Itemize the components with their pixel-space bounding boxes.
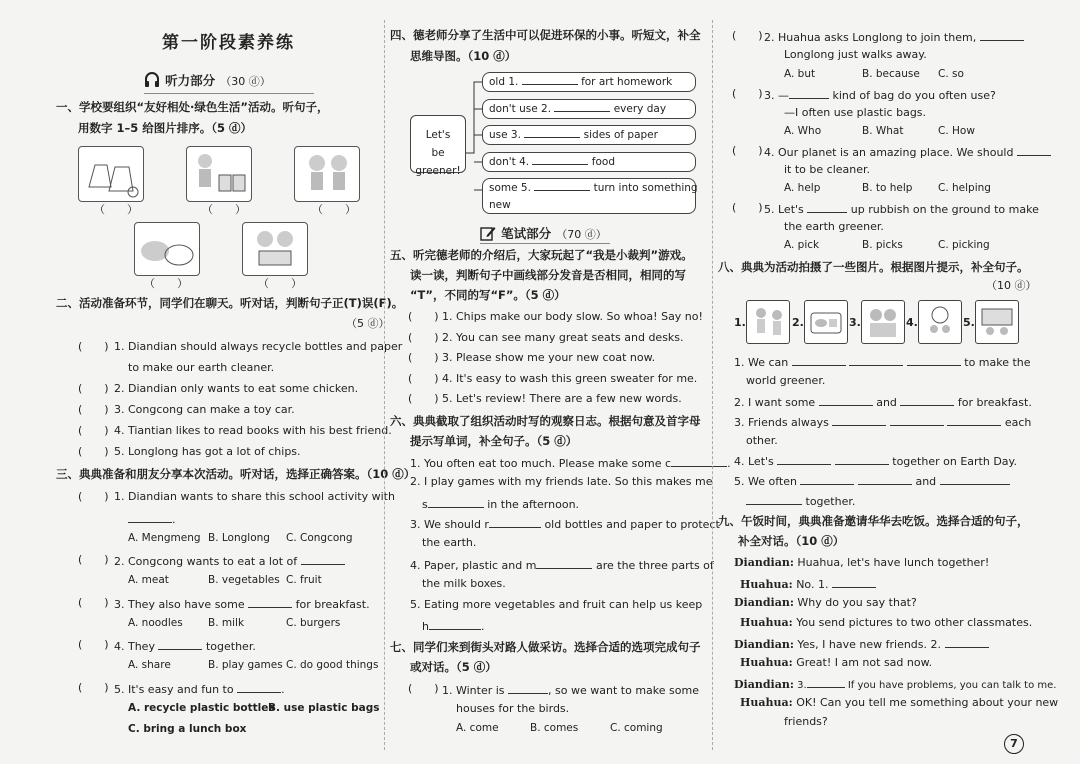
- q3-q4-option-c[interactable]: C. do good things: [286, 659, 379, 671]
- column-divider-2: [712, 20, 713, 750]
- dialogue-line-2: Huahua: No. 1.: [740, 576, 876, 592]
- q2-bracket-5[interactable]: ( ): [78, 445, 109, 458]
- mindmap-row-2: don't use 2. every day: [482, 99, 696, 119]
- q5-title-3: “T”，不同的写“F”。（5 ⓓ）: [410, 288, 566, 302]
- column-divider-1: [384, 20, 385, 750]
- dialogue-line-6: Huahua: Great! I am not sad now.: [740, 656, 933, 669]
- writing-heading-underline: [480, 243, 610, 244]
- q5-item-5: 5. Let's review! There are a few new words.: [442, 392, 682, 405]
- q7-q3-option-a[interactable]: A. Who: [784, 125, 822, 137]
- q1-bracket-1[interactable]: （ ）: [94, 203, 138, 216]
- q5-bracket-3[interactable]: ( ): [408, 351, 439, 364]
- mindmap-center-line-1: Let's: [425, 129, 451, 141]
- q7-question-4: 4. Our planet is an amazing place. We should: [764, 144, 1051, 160]
- q7-q1-option-a[interactable]: A. come: [456, 722, 499, 734]
- q6-blank-5[interactable]: [429, 618, 481, 630]
- q7-question-1: 1. Winter is , so we want to make some: [442, 684, 699, 697]
- q1-title-2: 用数字 1–5 给图片排序。（5 ⓓ）: [78, 121, 253, 135]
- q8-score: （10 ⓓ）: [986, 279, 1037, 292]
- q7-title: 七、同学们来到街头对路人做采访。选择合适的选项完成句子: [390, 640, 701, 654]
- listening-heading: [144, 70, 271, 89]
- q4-title: 四、德老师分享了生活中可以促进环保的小事。听短文，补全: [390, 28, 701, 42]
- listening-title: 听力部分: [165, 73, 216, 88]
- q3-bracket-4[interactable]: ( ): [78, 638, 109, 651]
- q5-title: 五、听完德老师的介绍后，大家玩起了“我是小裁判”游戏。: [390, 248, 693, 262]
- page-title: 第一阶段素养练: [162, 33, 295, 53]
- q7-question-3: 3. — kind of bag do you often use?: [764, 89, 996, 102]
- q4-title-2: 思维导图。（10 ⓓ）: [410, 49, 517, 63]
- writing-score: （70 ⓓ）: [556, 228, 607, 241]
- mindmap-blank-5[interactable]: [534, 179, 590, 191]
- q8-picture-4: [918, 300, 962, 344]
- mindmap-row-5: some 5. turn into something new: [482, 178, 696, 214]
- q3-q2-option-a[interactable]: A. meat: [128, 574, 169, 586]
- q8-picture-2: [804, 300, 848, 344]
- q7-question-2: 2. Huahua asks Longlong to join them,: [764, 29, 1024, 45]
- q8-sentence-1: 1. We can to make the: [734, 356, 1031, 369]
- q8-pic-num-4: 4.: [906, 316, 918, 329]
- dialogue-line-4: Huahua: You send pictures to two other classmates.: [740, 616, 1033, 629]
- q3-question-2: 2. Congcong wants to eat a lot of: [114, 553, 345, 569]
- mindmap-center-line-2: be greener!: [415, 147, 461, 177]
- mindmap-blank-4[interactable]: [532, 153, 588, 165]
- q1-bracket-2[interactable]: （ ）: [202, 203, 246, 216]
- q2-item-2: 2. Diandian only wants to eat some chicken.: [114, 382, 359, 395]
- q5-item-2: 2. You can see many great seats and desks.: [442, 331, 684, 344]
- q2-bracket-4[interactable]: ( ): [78, 424, 109, 437]
- q7-bracket-3[interactable]: ( ): [732, 87, 763, 100]
- q7-title-2: 或对话。（5 ⓓ）: [410, 660, 497, 674]
- picture-lunch-box: [242, 222, 308, 276]
- mindmap-blank-3[interactable]: [524, 126, 580, 138]
- q7-question-5: 5. Let's up rubbish on the ground to make: [764, 203, 1039, 216]
- pencil-note-icon: [480, 225, 496, 241]
- q3-q2-option-c[interactable]: C. fruit: [286, 574, 322, 586]
- q5-bracket-2[interactable]: ( ): [408, 331, 439, 344]
- q3-q3-option-c[interactable]: C. burgers: [286, 617, 341, 629]
- picture-two-kids: [294, 146, 360, 202]
- q2-item-1-cont: to make our earth cleaner.: [128, 361, 275, 374]
- q6-title: 六、典典截取了组织活动时写的观察日志。根据句意及首字母: [390, 414, 701, 428]
- q7-question-1-cont: houses for the birds.: [456, 702, 570, 715]
- q3-q3-option-a[interactable]: A. noodles: [128, 617, 183, 629]
- mindmap-blank-2[interactable]: [554, 100, 610, 112]
- q3-q2-option-b[interactable]: B. vegetables: [208, 574, 280, 586]
- q5-item-4: 4. It's easy to wash this green sweater for me.: [442, 372, 698, 385]
- q7-q2-option-c[interactable]: C. so: [938, 68, 964, 80]
- q3-question-3: 3. They also have some for breakfast.: [114, 598, 370, 611]
- q3-q4-option-a[interactable]: A. share: [128, 659, 171, 671]
- q2-item-5: 5. Longlong has got a lot of chips.: [114, 445, 301, 458]
- dialogue-line-7: Diandian: 3. If you have problems, you can talk to me.: [734, 678, 1057, 691]
- q3-q4-option-b[interactable]: B. play games: [208, 659, 283, 671]
- q3-bracket-3[interactable]: ( ): [78, 596, 109, 609]
- q8-sentence-5-cont: together.: [746, 493, 855, 509]
- q3-q1-option-a[interactable]: A. Mengmeng: [128, 532, 201, 544]
- q6-item-5: 5. Eating more vegetables and fruit can help us keep: [410, 598, 703, 611]
- q2-item-1: 1. Diandian should always recycle bottles and paper: [114, 340, 403, 353]
- picture-plastic-bags: [78, 146, 144, 202]
- q8-title: 八、典典为活动拍摄了一些图片。根据图片提示，补全句子。: [718, 260, 1029, 274]
- q8-pic-num-5: 5.: [963, 316, 975, 329]
- q2-title: 二、活动准备环节，同学们在聊天。听对话，判断句子正(T)误(F)。: [56, 296, 404, 310]
- q7-bracket-4[interactable]: ( ): [732, 144, 763, 157]
- q3-q1-option-c[interactable]: C. Congcong: [286, 532, 353, 544]
- dialogue-line-3: Diandian: Why do you say that?: [734, 596, 917, 609]
- q2-item-4: 4. Tiantian likes to read books with his best friend.: [114, 424, 392, 437]
- q3-q5-option-b[interactable]: B. use plastic bags: [268, 702, 380, 714]
- q7-q5-option-b[interactable]: B. picks: [862, 239, 903, 251]
- q6-blank-4[interactable]: [536, 557, 592, 569]
- q6-blank-2[interactable]: [428, 496, 484, 508]
- dialogue-blank-1[interactable]: [832, 576, 876, 588]
- writing-heading: [480, 223, 607, 242]
- q7-q3-option-b[interactable]: B. What: [862, 125, 904, 137]
- q2-bracket-2[interactable]: ( ): [78, 382, 109, 395]
- q3-q5-option-a[interactable]: A. recycle plastic bottles: [128, 702, 275, 714]
- q2-bracket-1[interactable]: ( ): [78, 340, 109, 353]
- q3-bracket-1[interactable]: ( ): [78, 490, 109, 503]
- q2-bracket-3[interactable]: ( ): [78, 403, 109, 416]
- q8-sentence-4: 4. Let's together on Earth Day.: [734, 455, 1017, 468]
- q5-item-3: 3. Please show me your new coat now.: [442, 351, 656, 364]
- q1-bracket-5[interactable]: （ ）: [258, 277, 302, 290]
- q7-bracket-2[interactable]: ( ): [732, 29, 763, 42]
- q6-item-2: 2. I play games with my friends late. So this makes me: [410, 475, 713, 488]
- q1-bracket-3[interactable]: （ ）: [312, 203, 356, 216]
- q8-picture-5: [975, 300, 1019, 344]
- mindmap-center: [410, 115, 466, 177]
- q8-sentence-1-cont: world greener.: [746, 374, 826, 387]
- dialogue-line-1: Diandian: Huahua, let's have lunch together!: [734, 556, 990, 569]
- q1-bracket-4[interactable]: （ ）: [144, 277, 188, 290]
- q7-question-2-cont: Longlong just walks away.: [784, 48, 927, 61]
- q5-title-2: 读一读，判断句子中画线部分发音是否相同，相同的写: [410, 268, 686, 282]
- q2-score: （5 ⓓ）: [346, 317, 390, 330]
- q7-question-4-cont: it to be cleaner.: [784, 163, 871, 176]
- dialogue-line-9: friends?: [784, 715, 828, 728]
- picture-vegetables: [134, 222, 200, 276]
- q3-q3-option-b[interactable]: B. milk: [208, 617, 245, 629]
- q6-item-4: 4. Paper, plastic and m are the three parts of: [410, 559, 714, 572]
- mindmap-row-4: don't 4. food: [482, 152, 696, 172]
- q9-title: 九、午饭时间，典典准备邀请华华去吃饭。选择合适的句子，: [718, 514, 1029, 528]
- q8-sentence-3: 3. Friends always each: [734, 416, 1032, 429]
- q6-item-3-cont: the earth.: [422, 536, 477, 549]
- q5-item-1: 1. Chips make our body slow. So whoa! Say no!: [442, 310, 703, 323]
- q7-bracket-5[interactable]: ( ): [732, 201, 763, 214]
- q3-question-1: 1. Diandian wants to share this school activity with: [114, 490, 395, 503]
- q6-title-2: 提示写单词，补全句子。（5 ⓓ）: [410, 434, 578, 448]
- left-column: [50, 0, 416, 764]
- q7-q4-option-a[interactable]: A. help: [784, 182, 821, 194]
- q7-q5-option-c[interactable]: C. picking: [938, 239, 990, 251]
- q3-q1-blank[interactable]: .: [128, 511, 176, 527]
- heading-underline: [144, 93, 314, 94]
- writing-title: 笔试部分: [501, 226, 552, 241]
- middle-column: [390, 0, 731, 764]
- dialogue-blank-3[interactable]: [807, 676, 845, 688]
- q7-q4-option-b[interactable]: B. to help: [862, 182, 913, 194]
- q8-sentence-2: 2. I want some and for breakfast.: [734, 396, 1032, 409]
- dialogue-blank-2[interactable]: [945, 636, 989, 648]
- q5-bracket-1[interactable]: ( ): [408, 310, 439, 323]
- q8-sentence-3-cont: other.: [746, 434, 778, 447]
- q7-q1-option-b[interactable]: B. comes: [530, 722, 579, 734]
- q8-pic-num-1: 1.: [734, 316, 746, 329]
- q5-bracket-4[interactable]: ( ): [408, 372, 439, 385]
- q2-item-3: 3. Congcong can make a toy car.: [114, 403, 295, 416]
- q3-question-4: 4. They together.: [114, 640, 256, 653]
- q6-item-4-cont: the milk boxes.: [422, 577, 506, 590]
- page-number: 7: [1004, 734, 1024, 754]
- picture-recycling-bins: [186, 146, 252, 202]
- q6-item-1: 1. You often eat too much. Please make some c .: [410, 457, 731, 470]
- q3-title: 三、典典准备和朋友分享本次活动。听对话，选择正确答案。（10 ⓓ）: [56, 467, 416, 481]
- q1-title: 一、学校要组织“友好相处·绿色生活”活动。听句子，: [56, 100, 329, 114]
- q3-q5-option-c[interactable]: C. bring a lunch box: [128, 723, 247, 735]
- q7-question-3-cont: —I often use plastic bags.: [784, 106, 927, 119]
- q8-pic-num-3: 3.: [849, 316, 861, 329]
- q9-title-2: 补全对话。（10 ⓓ）: [738, 534, 845, 548]
- q8-picture-1: [746, 300, 790, 344]
- listening-score: （30 ⓓ）: [220, 75, 271, 88]
- q6-blank-3[interactable]: [489, 516, 541, 528]
- q8-pic-num-2: 2.: [792, 316, 804, 329]
- mindmap-blank-1[interactable]: [522, 73, 578, 85]
- q3-q1-option-b[interactable]: B. Longlong: [208, 532, 270, 544]
- mindmap-row-1: old 1. for art homework: [482, 72, 696, 92]
- dialogue-line-5: Diandian: Yes, I have new friends. 2.: [734, 636, 989, 652]
- q7-q5-option-a[interactable]: A. pick: [784, 239, 820, 251]
- q3-question-5: 5. It's easy and fun to .: [114, 683, 285, 696]
- q7-q1-option-c[interactable]: C. coming: [610, 722, 663, 734]
- q3-bracket-5[interactable]: ( ): [78, 681, 109, 694]
- q7-q3-option-c[interactable]: C. How: [938, 125, 975, 137]
- q6-item-2-cont: s in the afternoon.: [422, 498, 580, 511]
- q3-bracket-2[interactable]: ( ): [78, 553, 109, 566]
- q7-question-5-cont: the earth greener.: [784, 220, 884, 233]
- q8-sentence-5: 5. We often and: [734, 473, 1010, 489]
- q7-bracket-1[interactable]: ( ): [408, 682, 439, 695]
- q5-bracket-5[interactable]: ( ): [408, 392, 439, 405]
- q6-item-5-cont: h .: [422, 620, 485, 633]
- q7-q2-option-b[interactable]: B. because: [862, 68, 920, 80]
- q7-q2-option-a[interactable]: A. but: [784, 68, 816, 80]
- dialogue-line-8: Huahua: OK! Can you tell me something about your new: [740, 696, 1059, 709]
- headphones-icon: [144, 72, 160, 86]
- q6-item-3: 3. We should r old bottles and paper to protect: [410, 518, 720, 531]
- right-column: [718, 0, 1059, 764]
- q8-picture-3: [861, 300, 905, 344]
- q7-q4-option-c[interactable]: C. helping: [938, 182, 991, 194]
- mindmap-row-3: use 3. sides of paper: [482, 125, 696, 145]
